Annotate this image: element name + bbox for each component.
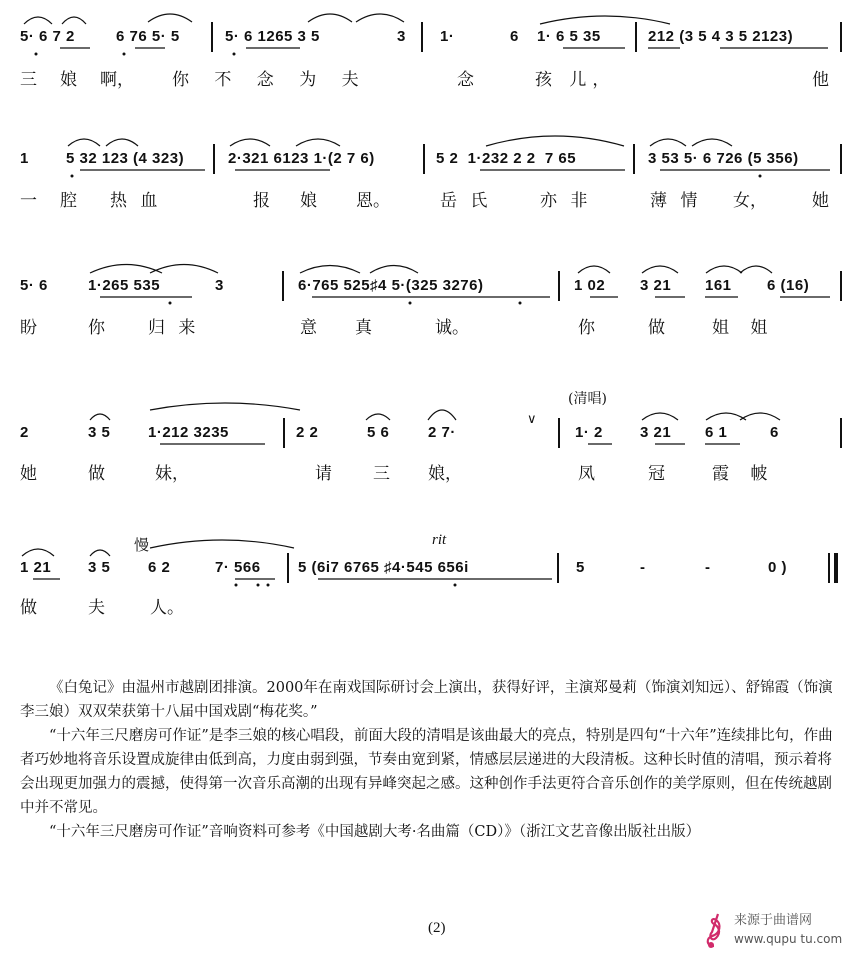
- lyric: 你: [578, 318, 595, 338]
- note-group: 5 6: [367, 424, 390, 441]
- lyric: 盼: [20, 318, 37, 338]
- lyric: 恩。: [356, 191, 390, 211]
- lyric: 薄 情: [650, 191, 702, 211]
- note-group: 6 76 5· 5: [116, 28, 180, 45]
- note-group: 6 (16): [767, 277, 810, 294]
- note-group: 3: [397, 28, 406, 45]
- note-group: 5 2 1·232 2 2 7 65: [436, 150, 577, 167]
- note-group: 6 1: [705, 424, 728, 441]
- bar-line: [211, 22, 213, 52]
- lyric: 你 不 念 为 夫: [172, 70, 369, 90]
- lyric: 你: [88, 318, 105, 338]
- note-group: 6·765 525♯4 5·(325 3276): [298, 277, 484, 294]
- lyric: 念: [457, 70, 474, 90]
- note-group: 2 7·: [428, 424, 456, 441]
- note-group: 1 21: [20, 559, 52, 576]
- lyric: 诚。: [435, 318, 469, 338]
- lyric: 凤: [578, 464, 595, 484]
- commentary-paragraph: “十六年三尺磨房可作证”音响资料可参考《中国越剧大考·名曲篇（CD）》（浙江文艺音像出版社出版）: [49, 824, 701, 840]
- tempo-marking: 慢: [134, 536, 150, 554]
- lyric: 做: [648, 318, 665, 338]
- tempo-marking: (清唱): [568, 391, 607, 407]
- lyric: 请: [315, 464, 332, 484]
- bar-line: [840, 22, 842, 52]
- note-group: 1·212 3235: [148, 424, 229, 441]
- note-group: -: [640, 559, 646, 576]
- bar-line: [423, 144, 425, 174]
- lyric: 亦 非: [540, 191, 592, 211]
- note-group: 6 2: [148, 559, 171, 576]
- lyric: 三: [20, 70, 37, 90]
- lyric: 娘，: [428, 464, 462, 484]
- commentary-paragraph: 《白兔记》由温州市越剧团排演。2000年在南戏国际研讨会上演出，获得好评，主演郑曼莉（饰演刘知远）、舒锦霞（饰演李三娘）双双荣获第十八届中国戏剧“梅花奖。”: [20, 680, 833, 720]
- bar-line: [558, 271, 560, 301]
- lyric: 做: [20, 598, 37, 618]
- lyric: 女，: [733, 191, 767, 211]
- lyric: 归 来: [148, 318, 200, 338]
- lyric: 意: [300, 318, 317, 338]
- note-group: 1·: [440, 28, 455, 45]
- note-group: 5 32 123 (4 323): [66, 150, 185, 167]
- lyric: 姐 姐: [712, 318, 776, 338]
- bar-line: [840, 418, 842, 448]
- lyric: 报: [253, 191, 270, 211]
- lyric: 热 血: [110, 191, 162, 211]
- bar-line: [287, 553, 289, 583]
- page-number: (2): [428, 920, 446, 936]
- bar-line: [283, 418, 285, 448]
- note-group: 5· 6: [20, 277, 48, 294]
- note-group: 0 ): [768, 559, 788, 576]
- commentary: [20, 676, 845, 844]
- bar-line: [421, 22, 423, 52]
- watermark-line: www.qupu tu.com: [734, 932, 843, 946]
- note-group: 1· 2: [575, 424, 603, 441]
- bar-line: [213, 144, 215, 174]
- note-group: -: [705, 559, 711, 576]
- watermark-text: [734, 912, 842, 948]
- lyric: 娘: [60, 70, 77, 90]
- note-group: 3 5: [88, 559, 111, 576]
- note-group: 1 02: [574, 277, 606, 294]
- final-bar-thick: [834, 553, 838, 583]
- note-group: 3 21: [640, 424, 672, 441]
- note-group: 1·265 535: [88, 277, 161, 294]
- bar-line: [840, 144, 842, 174]
- note-group: 2 2: [296, 424, 319, 441]
- lyric: 一: [20, 191, 37, 211]
- note-group: 7· 566: [215, 559, 261, 576]
- lyric: 做: [88, 464, 105, 484]
- note-group: 212 (3 5 4 3 5 2123): [648, 28, 794, 45]
- lyric: 娘: [300, 191, 317, 211]
- bar-line: [557, 553, 559, 583]
- lyric: 人。: [150, 598, 184, 618]
- treble-clef-icon: [700, 910, 730, 950]
- lyric: 他: [812, 70, 829, 90]
- lyric: 孩 儿，: [535, 70, 616, 90]
- note-group: 2·321 6123 1·(2 7 6): [228, 150, 375, 167]
- final-bar-thin: [828, 553, 830, 583]
- note-group: 6: [770, 424, 779, 441]
- breath-mark: ∨: [527, 412, 537, 427]
- lyric: 真: [355, 318, 372, 338]
- lyric: 夫: [88, 598, 105, 618]
- lyric: 岳 氏: [440, 191, 492, 211]
- note-group: 5· 6 7 2: [20, 28, 75, 45]
- lyric: 腔: [60, 191, 77, 211]
- note-group: 1: [20, 150, 29, 167]
- lyric: 三: [373, 464, 390, 484]
- lyric: 她: [812, 191, 829, 211]
- lyric: 冠: [648, 464, 665, 484]
- watermark-line: 来源于曲谱网: [734, 913, 813, 928]
- commentary-paragraph: “十六年三尺磨房可作证”是李三娘的核心唱段，前面大段的清唱是该曲最大的亮点，特别是四句“十六年”连续排比句，作曲者巧妙地将音乐设置成旋律由低到高，力度由弱到强，节奏由宽到紧，情感层层递进的大段清板。这种长时值的清唱，预示着将会出现更加强力的震撼，使得第一次音乐高潮的出现有异峰突起之感。这种创作手法更符合音乐创作的美学原则，但在传统越剧中并不常见。: [20, 728, 833, 816]
- note-group: 2: [20, 424, 29, 441]
- bar-line: [558, 418, 560, 448]
- bar-line: [635, 22, 637, 52]
- note-group: 5· 6 1265 3 5: [225, 28, 320, 45]
- lyric: 霞 帔: [712, 464, 776, 484]
- note-group: 5 (6i7 6765 ♯4·545 656i: [298, 559, 469, 576]
- note-group: 161: [705, 277, 732, 294]
- ritardando-marking: rit: [432, 532, 447, 548]
- note-group: 6: [510, 28, 519, 45]
- lyric: 她: [20, 464, 37, 484]
- bar-line: [633, 144, 635, 174]
- bar-line: [282, 271, 284, 301]
- lyric: 啊，: [100, 70, 134, 90]
- note-group: 5: [576, 559, 585, 576]
- note-group: 3 5: [88, 424, 111, 441]
- bar-line: [840, 271, 842, 301]
- note-group: 3 53 5· 6 726 (5 356): [648, 150, 799, 167]
- note-group: 3: [215, 277, 224, 294]
- note-group: 1· 6 5 35: [537, 28, 601, 45]
- note-group: 3 21: [640, 277, 672, 294]
- lyric: 妹，: [155, 464, 189, 484]
